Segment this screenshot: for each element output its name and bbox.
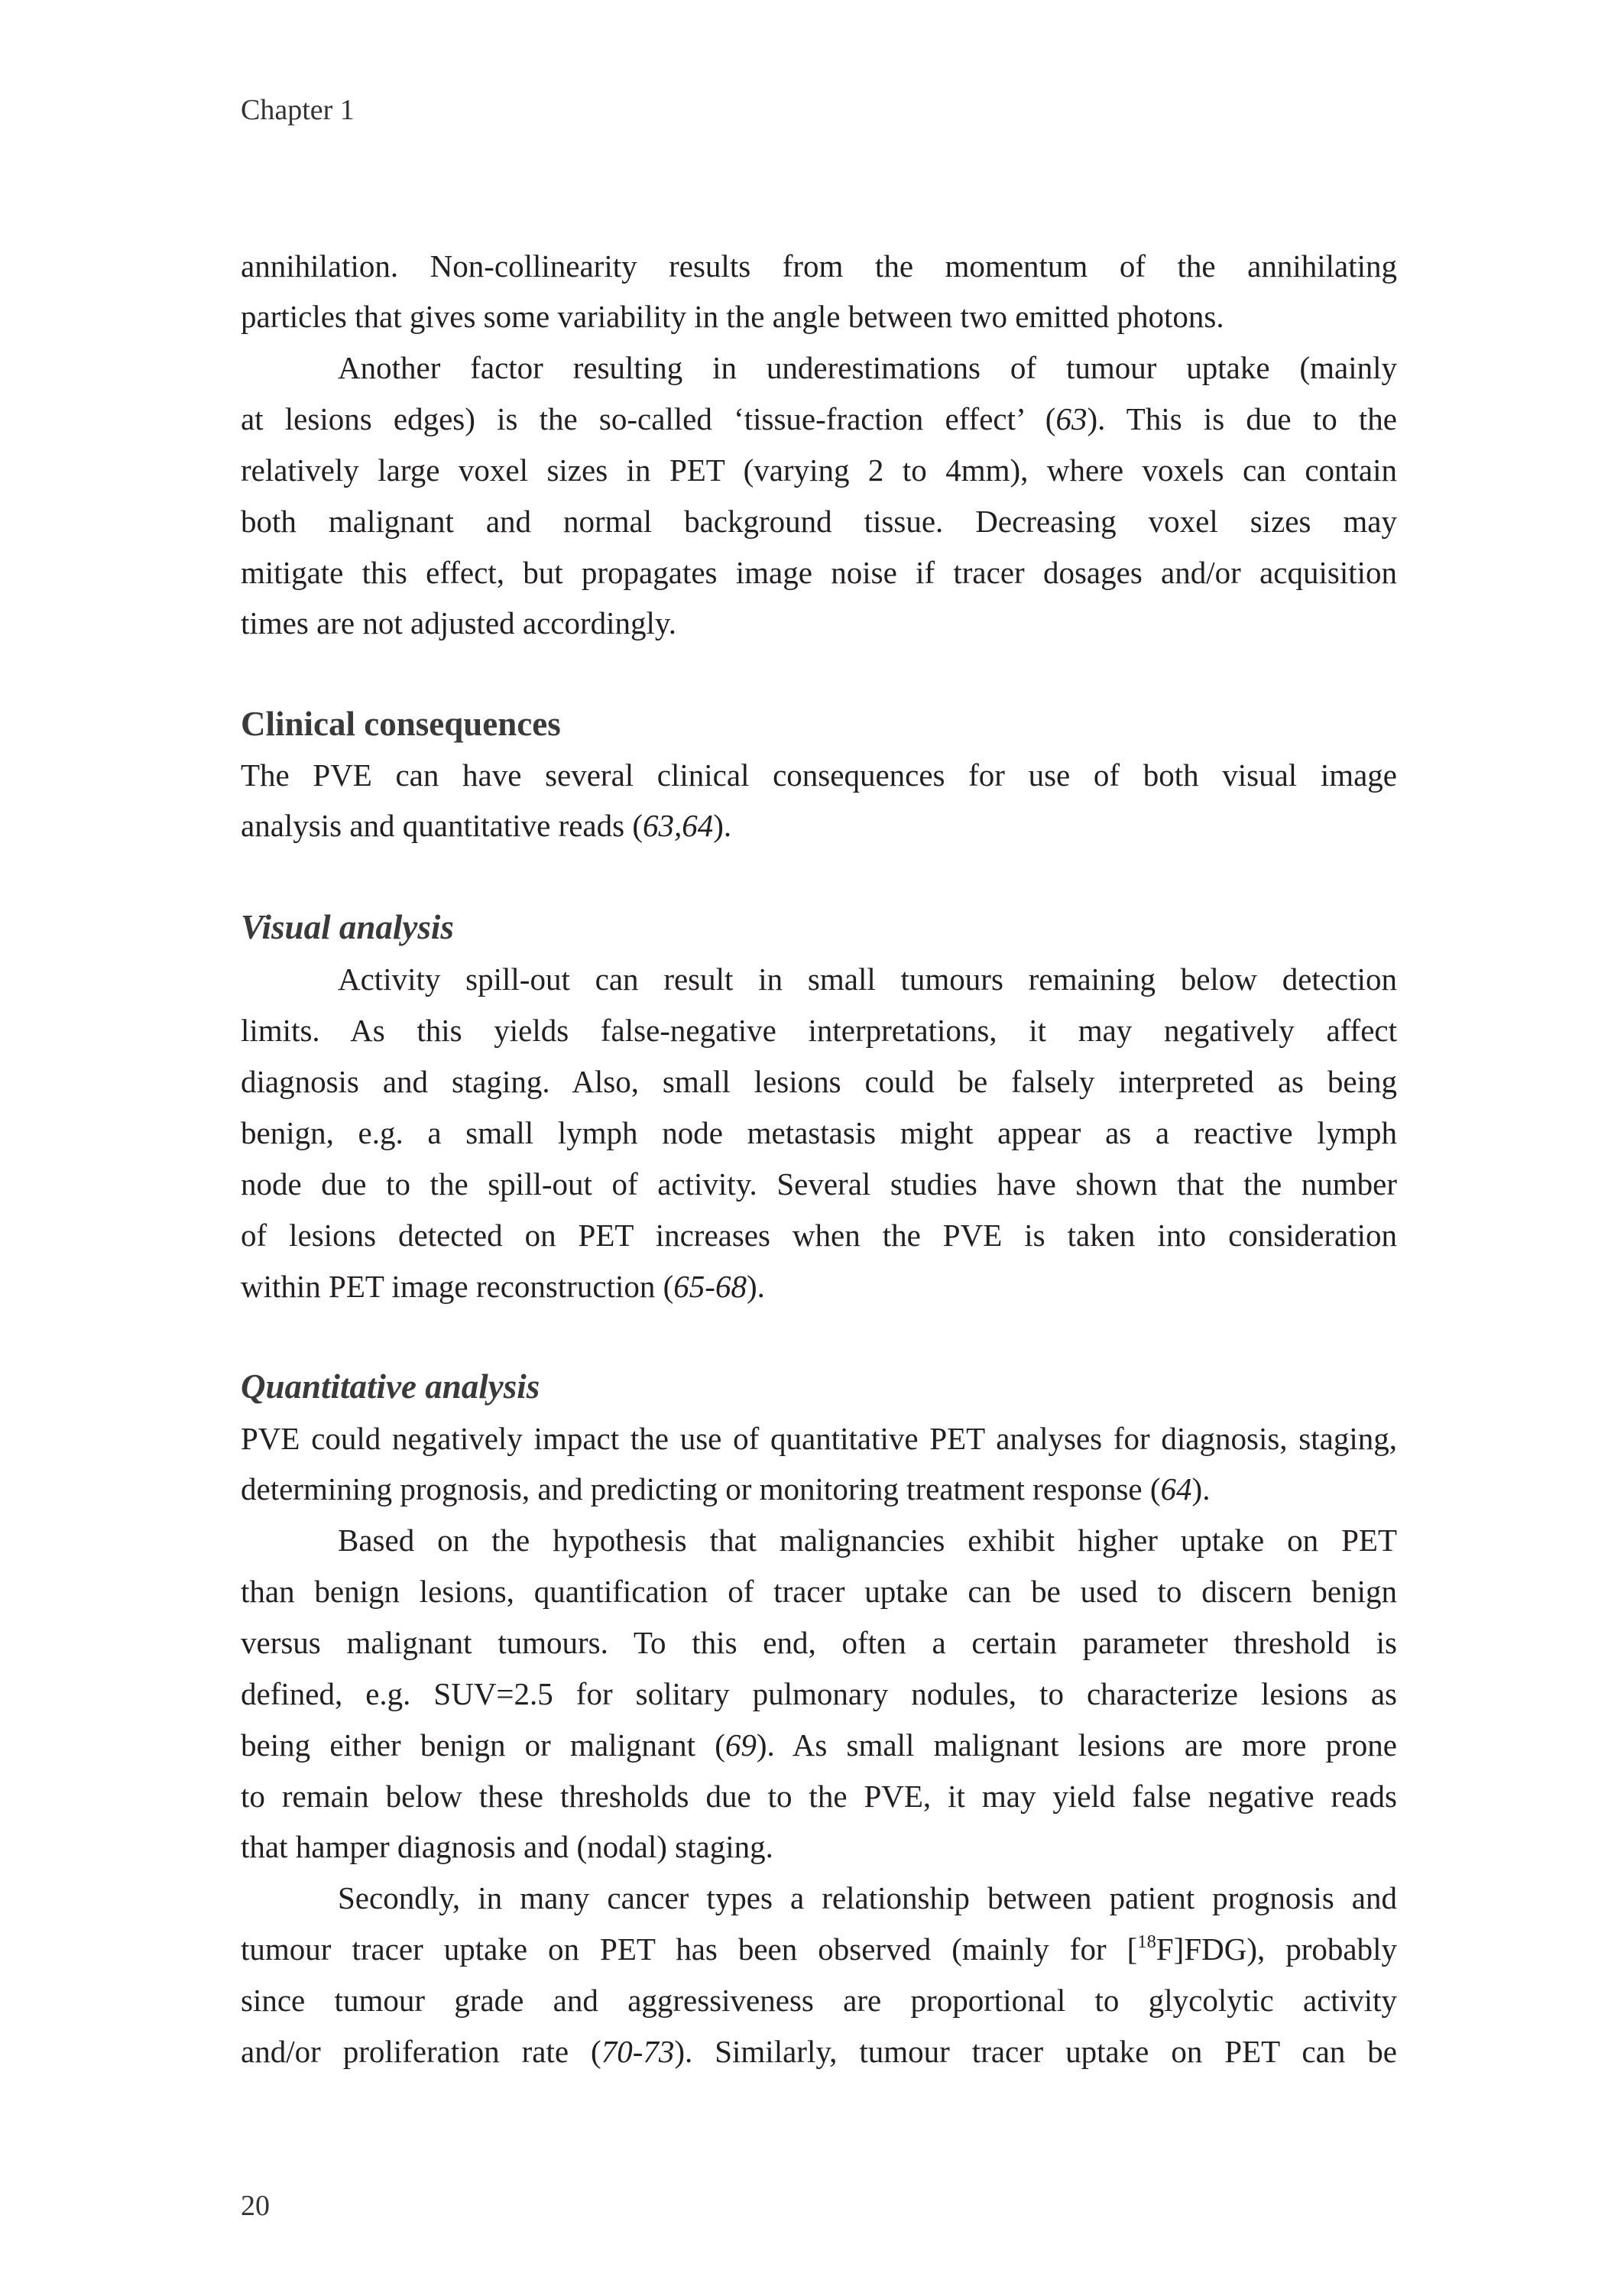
heading-visual-analysis: Visual analysis <box>241 908 454 946</box>
text-segment: benign, e.g. a small lymph node metastasis might appear as a reactive lymph <box>241 1115 1397 1150</box>
heading-clinical-consequences: Clinical consequences <box>241 705 561 743</box>
text-segment: at lesions edges) is the so-called ‘tissue-fraction effect’ ( <box>241 401 1056 436</box>
text-segment: limits. As this yields false-negative interpretations, it may negatively affect <box>241 1013 1397 1048</box>
text-segment: Another factor resulting in underestimations of tumour uptake (mainly <box>338 350 1397 385</box>
text-line <box>241 954 1397 1005</box>
citation: 69 <box>724 1727 757 1763</box>
text-line <box>241 2026 1397 2077</box>
text-segment: to remain below these thresholds due to the PVE, it may yield false negative reads <box>241 1779 1397 1814</box>
text-line <box>241 1566 1397 1617</box>
text-line <box>241 1261 1397 1312</box>
text-line <box>241 394 1397 445</box>
page-number: 20 <box>241 2190 270 2222</box>
text-segment: relatively large voxel sizes in PET (varying 2 to 4mm), where voxels can contain <box>241 452 1397 488</box>
text-segment: analysis and quantitative reads ( <box>241 808 643 843</box>
text-segment: particles that gives some variability in the angle between two emitted photons. <box>241 299 1224 334</box>
citation: 70-73 <box>601 2034 675 2069</box>
text-segment: of lesions detected on PET increases when the PVE is taken into consideration <box>241 1218 1397 1253</box>
text-line <box>241 1821 1397 1873</box>
heading-quantitative-analysis: Quantitative analysis <box>241 1367 540 1406</box>
text-segment: being either benign or malignant ( <box>241 1727 725 1763</box>
text-line <box>241 1873 1397 1924</box>
text-line <box>241 1975 1397 2026</box>
text-line <box>241 1005 1397 1056</box>
running-head: Chapter 1 <box>241 94 355 126</box>
text-line <box>241 241 1397 292</box>
text-segment: and/or proliferation rate ( <box>241 2034 601 2069</box>
text-segment: ). <box>746 1269 765 1304</box>
text-segment: defined, e.g. SUV=2.5 for solitary pulmonary nodules, to characterize lesions as <box>241 1676 1397 1711</box>
text-line <box>241 800 1397 851</box>
text-segment: tumour tracer uptake on PET has been observed (mainly for [ <box>241 1931 1138 1967</box>
text-segment: annihilation. Non-collinearity results from the momentum of the annihilating <box>241 248 1397 284</box>
text-line <box>241 1108 1397 1159</box>
text-segment: ). <box>1191 1471 1211 1507</box>
text-segment: both malignant and normal background tissue. Decreasing voxel sizes may <box>241 504 1397 539</box>
text-segment: that hamper diagnosis and (nodal) staging. <box>241 1829 773 1864</box>
text-line <box>241 1720 1397 1771</box>
citation: 64 <box>1160 1471 1192 1507</box>
text-segment: times are not adjusted accordingly. <box>241 605 677 641</box>
text-segment: The PVE can have several clinical consequences for use of both visual image <box>241 757 1397 793</box>
text-segment: F]FDG), probably <box>1156 1931 1398 1967</box>
text-line <box>241 1413 1397 1464</box>
text-line <box>241 1159 1397 1210</box>
text-line <box>241 598 1397 649</box>
text-line <box>241 1669 1397 1720</box>
text-segment: within PET image reconstruction ( <box>241 1269 674 1304</box>
citation: 63 <box>1055 401 1088 436</box>
text-line <box>241 1056 1397 1108</box>
citation: 65-68 <box>673 1269 747 1304</box>
text-line <box>241 1210 1397 1261</box>
text-segment: ). Similarly, tumour tracer uptake on PET can be <box>674 2034 1397 2069</box>
text-segment: Activity spill-out can result in small tumours remaining below detection <box>338 962 1397 997</box>
citation: 63,64 <box>643 808 714 843</box>
text-segment: ). As small malignant lesions are more prone <box>756 1727 1397 1763</box>
text-segment: versus malignant tumours. To this end, often a certain parameter threshold is <box>241 1625 1397 1660</box>
text-segment: Based on the hypothesis that malignancies exhibit higher uptake on PET <box>338 1523 1397 1558</box>
text-line <box>241 1515 1397 1566</box>
text-segment: PVE could negatively impact the use of quantitative PET analyses for diagnosis, staging, <box>241 1421 1397 1456</box>
text-segment: Secondly, in many cancer types a relationship between patient prognosis and <box>338 1880 1397 1915</box>
text-segment: than benign lesions, quantification of tracer uptake can be used to discern benign <box>241 1574 1397 1609</box>
text-line <box>241 1464 1397 1515</box>
text-segment: ). This is due to the <box>1087 401 1397 436</box>
text-line <box>241 750 1397 801</box>
text-segment: since tumour grade and aggressiveness are proportional to glycolytic activity <box>241 1983 1397 2018</box>
text-segment: mitigate this effect, but propagates image noise if tracer dosages and/or acquisition <box>241 555 1397 590</box>
text-line <box>241 547 1397 598</box>
text-segment: ). <box>713 808 732 843</box>
text-line <box>241 1924 1397 1975</box>
text-segment: diagnosis and staging. Also, small lesions could be falsely interpreted as being <box>241 1064 1397 1099</box>
text-line <box>241 496 1397 547</box>
text-line <box>241 445 1397 496</box>
text-line <box>241 1617 1397 1669</box>
text-line <box>241 1771 1397 1822</box>
text-segment: node due to the spill-out of activity. Several studies have shown that the number <box>241 1166 1397 1202</box>
text-segment: determining prognosis, and predicting or monitoring treatment response ( <box>241 1471 1161 1507</box>
text-line <box>241 291 1397 342</box>
text-line <box>241 342 1397 394</box>
superscript: 18 <box>1137 1931 1156 1953</box>
